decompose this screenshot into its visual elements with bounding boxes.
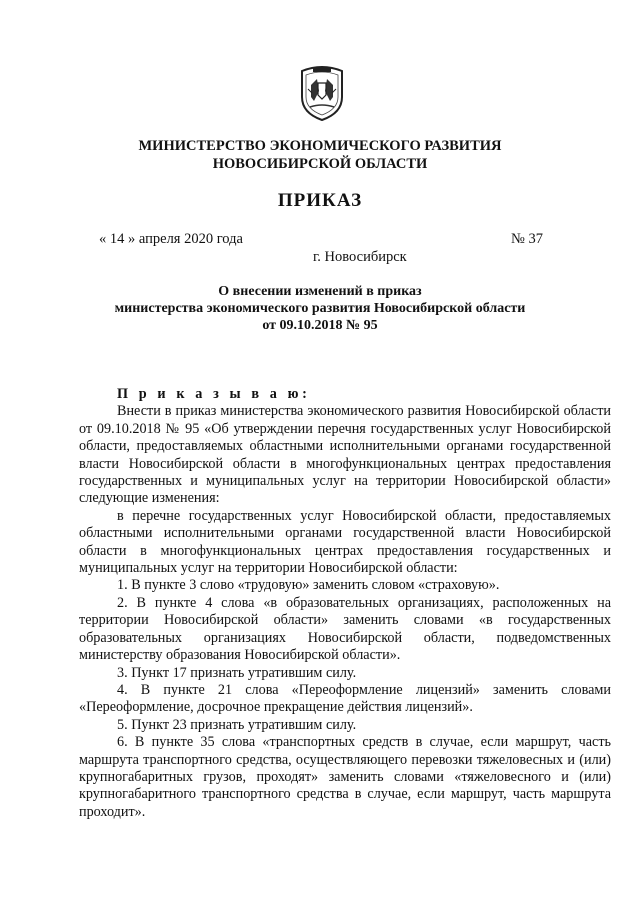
paragraph: 2. В пункте 4 слова «в образовательных организациях, расположенных на территории Новосибирской области» заменить словами «в государственных образовательных организациях Новосибирской области, подведомственных министерству образования Новосибирской области». xyxy=(79,594,611,664)
subject-line2: министерства экономического развития Новосибирской области xyxy=(114,301,526,316)
paragraph: 5. Пункт 23 признать утратившим силу. xyxy=(117,716,357,733)
subject-line1: О внесении изменений в приказ xyxy=(218,284,422,299)
paragraph: в перечне государственных услуг Новосибирской области, предоставляемых областными исполнительными органами государственной власти Новосибирской области в многофункциональных центрах предоставления государственных и муниципальных услуг на территории Новосибирской области: xyxy=(79,507,611,577)
document-body xyxy=(79,386,611,821)
paragraph: 4. В пункте 21 слова «Переоформление лицензий» заменить словами «Переоформление, досрочное прекращение действия лицензий». xyxy=(79,681,611,716)
ministry-name-line1: МИНИСТЕРСТВО ЭКОНОМИЧЕСКОГО РАЗВИТИЯ xyxy=(138,138,502,154)
coat-of-arms-emblem xyxy=(298,63,346,121)
order-city: г. Новосибирск xyxy=(313,249,407,265)
order-heading xyxy=(79,386,611,403)
order-date: « 14 » апреля 2020 года xyxy=(99,231,243,247)
subject-line3: от 09.10.2018 № 95 xyxy=(262,318,378,333)
order-number: № 37 xyxy=(511,231,543,247)
paragraph: 3. Пункт 17 признать утратившим силу. xyxy=(117,664,357,681)
paragraph: Внести в приказ министерства экономического развития Новосибирской области от 09.10.2018 № 95 «Об утверждении перечня государственных услуг Новосибирской области, предоставляемых областными исполнительными органами государственной власти Новосибирской области в многофункциональных центрах предоставления государственных и муниципальных услуг на территории Новосибирской области» следующие изменения: xyxy=(79,403,611,507)
paragraph: 1. В пункте 3 слово «трудовую» заменить словом «страховую». xyxy=(117,577,500,594)
paragraph: 6. В пункте 35 слова «транспортных средств в случае, если маршрут, часть маршрута транспортного средства, осуществляющего перевозки тяжеловесных и (или) крупногабаритных грузов, проходят» заменить словами «тяжеловесного и (или) крупногабаритного транспортного средства в случае, если маршрут, часть маршрута проходит». xyxy=(79,734,611,820)
ministry-name-line2: НОВОСИБИРСКОЙ ОБЛАСТИ xyxy=(212,156,428,172)
document-type-title: ПРИКАЗ xyxy=(277,190,363,211)
order-word: П р и к а з ы в а ю: xyxy=(117,386,311,402)
